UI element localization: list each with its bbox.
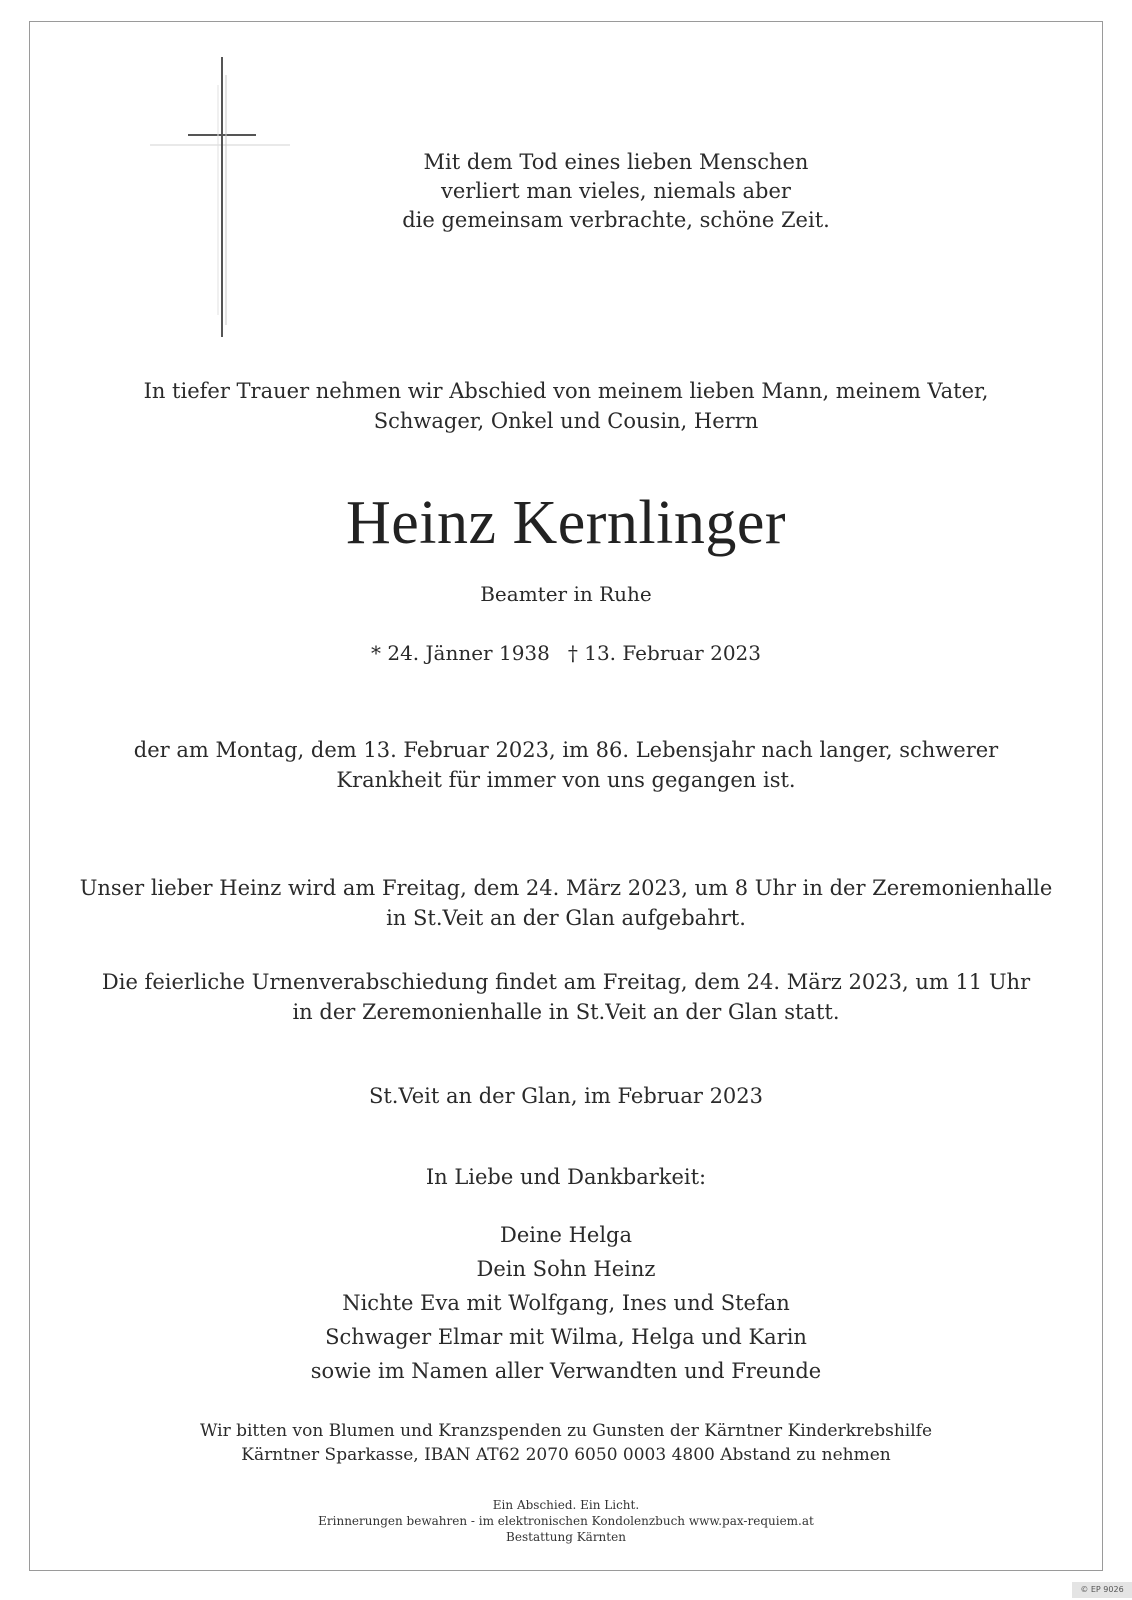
death-date: † 13. Februar 2023: [567, 641, 761, 665]
wake-line: in St.Veit an der Glan aufgebahrt.: [386, 906, 746, 930]
birth-date: * 24. Jänner 1938: [370, 641, 550, 665]
death-notice-line: der am Montag, dem 13. Februar 2023, im 86. Lebensjahr nach langer, schwerer: [133, 738, 999, 762]
deceased-name: Heinz Kernlinger: [345, 489, 787, 557]
intro-line: Schwager, Onkel und Cousin, Herrn: [373, 409, 759, 433]
footer-undertaker: Bestattung Kärnten: [506, 1530, 626, 1544]
mourner: Schwager Elmar mit Wilma, Helga und Karin: [325, 1325, 807, 1349]
death-notice: [0, 735, 1132, 795]
quote-line: verliert man vieles, niemals aber: [441, 179, 791, 203]
footer-slogan: Ein Abschied. Ein Licht.: [492, 1498, 640, 1512]
footer: [0, 1497, 1132, 1545]
mourner: Dein Sohn Heinz: [476, 1257, 656, 1281]
wake-notice: [0, 873, 1132, 933]
place-date: St.Veit an der Glan, im Februar 2023: [368, 1084, 764, 1108]
mourner: sowie im Namen aller Verwandten und Freunde: [310, 1359, 822, 1383]
deceased-title: Beamter in Ruhe: [480, 582, 652, 606]
donation-request: [0, 1419, 1132, 1467]
footer-condolence-link: Erinnerungen bewahren - im elektronischen Kondolenzbuch www.pax-requiem.at: [318, 1514, 814, 1528]
life-dates: [0, 640, 1132, 666]
print-code: © EP 9026: [1072, 1582, 1132, 1598]
mourner: Deine Helga: [499, 1223, 633, 1247]
mourner: Nichte Eva mit Wolfgang, Ines und Stefan: [342, 1291, 790, 1315]
mourners-list: [0, 1218, 1132, 1388]
wake-line: Unser lieber Heinz wird am Freitag, dem 24. März 2023, um 8 Uhr in der Zeremonienhalle: [79, 876, 1053, 900]
quote-line: Mit dem Tod eines lieben Menschen: [423, 150, 809, 174]
intro-text: [0, 376, 1132, 436]
opening-quote: [0, 148, 1132, 235]
death-notice-line: Krankheit für immer von uns gegangen ist.: [336, 768, 796, 792]
donation-line: Kärntner Sparkasse, IBAN AT62 2070 6050 0003 4800 Abstand zu nehmen: [241, 1445, 891, 1465]
urn-line: in der Zeremonienhalle in St.Veit an der Glan statt.: [292, 1000, 840, 1024]
donation-line: Wir bitten von Blumen und Kranzspenden zu Gunsten der Kärntner Kinderkrebshilfe: [199, 1421, 933, 1441]
intro-line: In tiefer Trauer nehmen wir Abschied von meinem lieben Mann, meinem Vater,: [143, 379, 989, 403]
urn-ceremony-notice: [0, 967, 1132, 1027]
quote-line: die gemeinsam verbrachte, schöne Zeit.: [402, 208, 830, 232]
urn-line: Die feierliche Urnenverabschiedung findet am Freitag, dem 24. März 2023, um 11 Uhr: [101, 970, 1031, 994]
closing-phrase: In Liebe und Dankbarkeit:: [425, 1165, 707, 1189]
